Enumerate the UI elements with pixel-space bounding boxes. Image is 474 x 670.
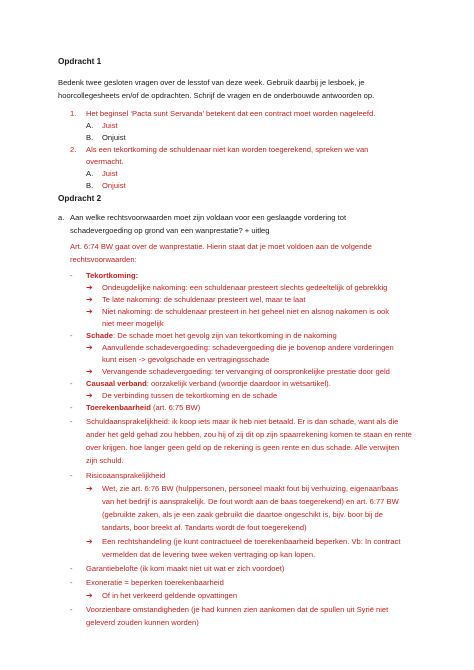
answer-intro-line-1: Art. 6:74 BW gaat over de wanprestatie. Hierin staat dat je moet voldoen aan de volgende [70, 242, 372, 251]
arrow-icon: ➔ [86, 537, 93, 546]
question-1-option-b-letter: B. [86, 133, 94, 142]
causaal-label: Causaal verband [86, 379, 147, 388]
question-a-line-2: schadevergoeding op grond van een wanprestatie? + uitleg [70, 226, 270, 235]
schade-sub-2: Vervangende schadevergoeding: ter vervanging of oorspronkelijke prestatie door geld [102, 367, 390, 376]
exoneratie: Exoneratie = beperken toerekenbaarheid [86, 578, 224, 587]
toerekenbaarheid-text: (art. 6:75 BW) [150, 403, 201, 412]
arrow-icon: ➔ [86, 391, 93, 400]
arrow-icon: ➔ [86, 307, 93, 316]
section-title-opdracht-2: Opdracht 2 [58, 194, 102, 203]
risico-wet-line-2: van het bedrijf is aansprakelijk. De fout wordt aan de baas toegerekend) en art. 6:77 BW [102, 497, 399, 506]
bullet-dash: - [70, 271, 73, 280]
question-a-label: a. [58, 213, 65, 222]
bullet-dash: - [70, 403, 73, 412]
causaal-sub: De verbinding tussen de tekortkoming en de schade [102, 391, 278, 400]
tekortkoming-sub-2: Te late nakoming: de schuldenaar presteert wel, maar te laat [102, 295, 306, 304]
schuld-line-1: Schuldaansprakelijkheid: ik koop iets maar ik heb niet betaald. Er is dan schade, want als die [86, 417, 399, 426]
schade-line [86, 331, 337, 341]
answer-intro-line-2: rechtsvoorwaarden: [70, 255, 137, 264]
schuld-line-2: ander het geld gehad zou hebben, zou hij of zij dit op zijn spaarrekening komen te staan en rente [86, 430, 412, 439]
bullet-dash: - [70, 471, 73, 480]
question-1-text: Het beginsel ‘Pacta sunt Servanda’ betekent dat een contract moet worden nageleefd. [86, 109, 376, 118]
question-2-option-b-letter: B. [86, 181, 94, 190]
question-1-option-a-letter: A. [86, 121, 94, 130]
schuld-line-3: over krijgen. hoe langer geen geld op de rekening is geen rente en dus schade. Alle verwijten [86, 443, 400, 452]
question-2-option-b: Onjuist [102, 181, 126, 190]
risico-wet-line-3: (gebruikte zaken, als je een zaak gebruikt die daartoe ongeschikt is, bijv. boor bij de [102, 510, 383, 519]
risico-wet-line-4: tandarts, boor breekt af. Tandarts wordt de fout toegerekend) [102, 523, 307, 532]
causaal-line [86, 379, 331, 389]
risico-label: Risicoaansprakelijkheid [86, 471, 166, 480]
tekortkoming-sub-3-cont: niet meer mogelijk [102, 319, 164, 328]
toerekenbaarheid-label: Toerekenbaarheid [86, 403, 151, 412]
schade-sub-1-cont: kunt eisen -> gevolgschade en vertragingsschade [102, 355, 270, 364]
verkeer-opvattingen: Of in het verkeerd geldende opvattingen [102, 591, 238, 600]
schade-text: : De schade moet het gevolg zijn van tekortkoming in de nakoming [113, 331, 337, 340]
arrow-icon: ➔ [86, 484, 93, 493]
arrow-icon: ➔ [86, 367, 93, 376]
schuld-line-4: zijn schuld. [86, 456, 124, 465]
intro-line-2: hoorcollegesheets en/of de opdrachten. Schrijf de vragen en de onderbouwde antwoorden op. [58, 91, 375, 100]
tekortkoming-label: Tekortkoming: [86, 271, 139, 280]
tekortkoming-sub-1: Ondeugdelijke nakoming: een schuldenaar presteert slechts gedeeltelijk of gebrekkig [102, 283, 388, 292]
arrow-icon: ➔ [86, 343, 93, 352]
bullet-dash: - [70, 605, 73, 614]
section-title-opdracht-1: Opdracht 1 [58, 57, 102, 66]
question-2-option-a: Juist [102, 169, 118, 178]
schade-sub-1: Aanvullende schadevergoeding: schadevergoeding die je bovenop andere vorderingen [102, 343, 394, 352]
bullet-dash: - [70, 564, 73, 573]
bullet-dash: - [70, 379, 73, 388]
bullet-dash: - [70, 331, 73, 340]
tekortkoming-sub-3: Niet nakoming: de schuldenaar presteert in het geheel niet en alsnog nakomen is ook [102, 307, 390, 316]
causaal-text: : oorzakelijk verband (woordje daardoor in wetsartikel). [146, 379, 331, 388]
question-2-number: 2. [70, 145, 77, 154]
arrow-icon: ➔ [86, 295, 93, 304]
intro-line-1: Bedenk twee gesloten vragen over de lesstof van deze week. Gebruik daarbij je lesboek, je [58, 78, 365, 87]
question-2-line-1: Als een tekortkoming de schuldenaar niet kan worden toegerekend, spreken we van [86, 145, 369, 154]
voorzienbaar-line-1: Voorzienbare omstandigheden (je had kunnen zien aankomen dat de spullen uit Syrië niet [86, 605, 389, 614]
arrow-icon: ➔ [86, 283, 93, 292]
question-1-option-b: Onjuist [102, 133, 126, 142]
arrow-icon: ➔ [86, 591, 93, 600]
garantiebelofte: Garantiebelofte (ik kom maakt niet uit wat er zich voordoet) [86, 564, 285, 573]
bullet-dash: - [70, 578, 73, 587]
question-a-line-1: Aan welke rechtsvoorwaarden moet zijn voldaan voor een geslaagde vordering tot [70, 213, 347, 222]
question-2-line-2: overmacht. [86, 157, 124, 166]
voorzienbaar-line-2: geleverd zouden kunnen worden) [86, 618, 199, 627]
risico-rechtshandeling-line-2: vermelden dat de levering twee weken vertraging op kan lopen. [102, 550, 316, 559]
question-2-option-a-letter: A. [86, 169, 94, 178]
risico-wet-line-1: Wet, zie art. 6:76 BW (hulppersonen, personeel maakt fout bij verhuizing, eigenaar/baas [102, 484, 399, 493]
question-1-number: 1. [70, 109, 77, 118]
schade-label: Schade [86, 331, 114, 340]
risico-rechtshandeling-line-1: Een rechtshandeling (je kunt contractueel de toerekenbaarheid beperken. Vb: In contract [102, 537, 401, 546]
toerekenbaarheid-line [86, 403, 200, 413]
bullet-dash: - [70, 417, 73, 426]
question-1-option-a: Juist [102, 121, 118, 130]
